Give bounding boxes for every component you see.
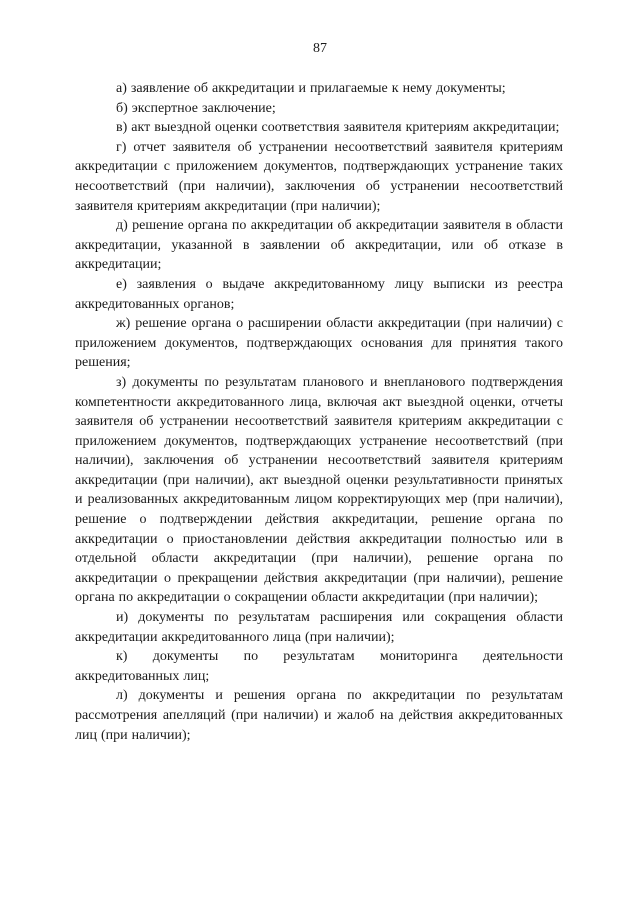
list-item-e: е) заявления о выдаче аккредитованному лицу выписки из реестра аккредитованных органов;	[75, 276, 563, 312]
list-item-a: а) заявление об аккредитации и прилагаемые к нему документы;	[116, 81, 506, 96]
list-item-z: з) документы по результатам планового и внепланового подтверждения компетентности аккредитованного лица, включая акт выездной оценки, отчеты заявителя об устранении несоответствий заявителя критериям аккредитации с приложением документов, подтверждающих устранение несоответствий (при наличии), заключения об устранении несоответствий заявителя критериям аккредитации (при наличии), акт выездной оценки результативности принятых и реализованных аккредитованным лицом корректирующих мер (при наличии), решение о подтверждении действия аккредитации, решение органа по аккредитации о приостановлении действия аккредитации полностью или в отдельной области аккредитации (при наличии), решение органа по аккредитации о прекращении действия аккредитации (при наличии), решение органа по аккредитации о сокращении области аккредитации (при наличии);	[75, 374, 563, 606]
list-item-k: к) документы по результатам мониторинга деятельности аккредитованных лиц;	[75, 649, 563, 684]
list-item-i: и) документы по результатам расширения или сокращения области аккредитации аккредитованного лица (при наличии);	[75, 610, 563, 645]
list-item-zh: ж) решение органа о расширении области аккредитации (при наличии) с приложением документов, подтверждающих основания для принятия такого решения;	[75, 316, 563, 371]
list-item-b: б) экспертное заключение;	[116, 100, 276, 116]
list-item-d: д) решение органа по аккредитации об аккредитации заявителя в области аккредитации, указанной в заявлении об аккредитации, или об отказе в аккредитации;	[75, 218, 563, 273]
page-number: 87	[313, 41, 327, 56]
list-item-l: л) документы и решения органа по аккредитации по результатам рассмотрения апелляций (при наличии) и жалоб на действия аккредитованных лиц (при наличии);	[75, 688, 563, 743]
list-item-g: г) отчет заявителя об устранении несоответствий заявителя критериям аккредитации с приложением документов, подтверждающих устранение таких несоответствий (при наличии), заключения об устранении несоответствий заявителя критериям аккредитации (при наличии);	[75, 139, 563, 214]
document-body	[75, 79, 563, 745]
list-item-v: в) акт выездной оценки соответствия заявителя критериям аккредитации;	[116, 120, 560, 136]
